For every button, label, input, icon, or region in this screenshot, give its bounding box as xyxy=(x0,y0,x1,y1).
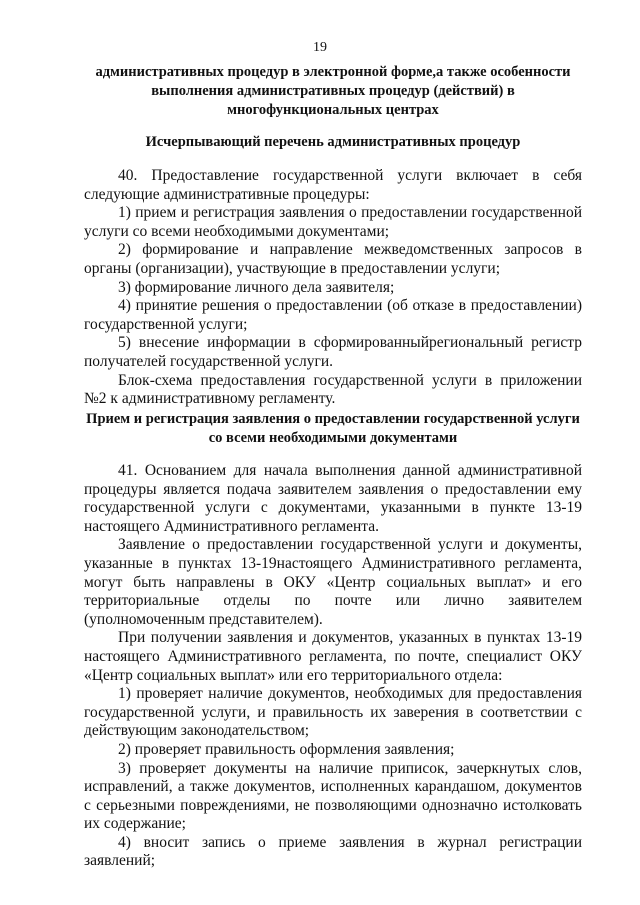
list-item: 2) формирование и направление межведомственных запросов в органы (организации), участвующие в предоставлении услуги; xyxy=(84,241,582,277)
list-item: 4) вносит запись о приеме заявления в журнал регистрации заявлений; xyxy=(84,833,582,870)
section2-title: Прием и регистрация заявления о предоставлении государственной услуги со всеми необходимыми документами xyxy=(86,411,580,446)
list-item: 5) внесение информации в сформированныйрегиональный регистр получателей государственной услуги. xyxy=(84,334,582,370)
intro-heading: административных процедур в электронной форме,а также особенности выполнения административных процедур (действий) в многофункциональных центрах xyxy=(95,64,571,118)
page-number: 19 xyxy=(313,40,327,55)
list-item: 1) прием и регистрация заявления о предоставлении государственной услуги со всеми необходимыми документами; xyxy=(84,204,582,240)
paragraph: Заявление о предоставлении государственной услуги и документы, указанные в пунктах 13-19настоящего Административного регламента, могут быть направлены в ОКУ «Центр социальных выплат» и его территориальные отделы по почте или лично заявителем (уполномоченным представителем). xyxy=(84,536,582,628)
list-item: 2) проверяет правильность оформления заявления; xyxy=(118,740,455,758)
list-item: 3) проверяет документы на наличие приписок, зачеркнутых слов, исправлений, а также документов, исполненных карандашом, документов с серьезными повреждениями, не позволяющими однозначно истолковать их содержание; xyxy=(84,759,582,833)
paragraph: 41. Основанием для начала выполнения данной административной процедуры является подача заявителем заявления о предоставлении ему государственной услуги с документами, указанными в пункте 13-19 настоящего Административного регламента. xyxy=(84,462,582,535)
paragraph: Блок-схема предоставления государственной услуги в приложении №2 к административному регламенту. xyxy=(84,371,582,408)
paragraph: При получении заявления и документов, указанных в пунктах 13-19 настоящего Административного регламента, по почте, специалист ОКУ «Центр социальных выплат» или его территориального отдела: xyxy=(84,629,582,684)
section2-body xyxy=(84,462,582,871)
list-item: 4) принятие решения о предоставлении (об отказе в предоставлении) государственной услуги; xyxy=(84,297,582,333)
section1-body xyxy=(84,167,582,409)
list-item: 3) формирование личного дела заявителя; xyxy=(118,278,395,296)
section1-title: Исчерпывающий перечень административных процедур xyxy=(145,134,521,150)
paragraph: 40. Предоставление государственной услуги включает в себя следующие административные процедуры: xyxy=(84,167,582,203)
list-item: 1) проверяет наличие документов, необходимых для предоставления государственной услуги, и правильность их заверения в соответствии с действующим законодательством; xyxy=(84,685,582,740)
